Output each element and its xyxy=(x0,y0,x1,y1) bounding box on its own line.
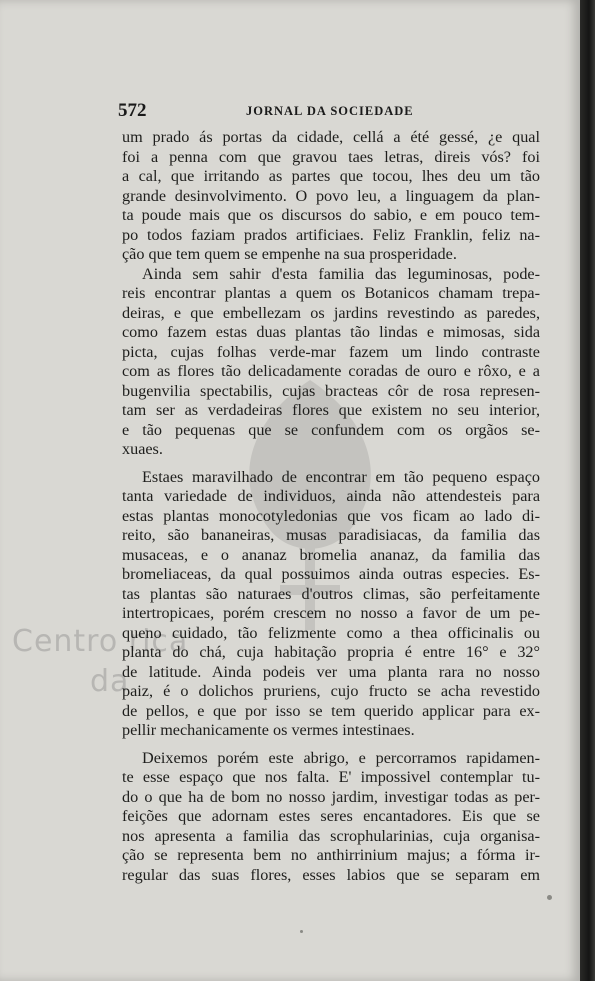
body-text xyxy=(122,128,540,885)
paper-spot xyxy=(300,930,303,933)
text-line: tanta variedade de individuos, ainda não attendesteis para xyxy=(122,487,540,505)
paragraph xyxy=(122,749,540,886)
watermark-line-1: Centro rica xyxy=(12,624,189,659)
text-line: bromeliaceas, da qual possuimos ainda outras especies. Es- xyxy=(122,565,540,583)
text-line: reis encontrar plantas a quem os Botanicos chamam trepa- xyxy=(122,284,540,302)
running-head: JORNAL DA SOCIEDADE xyxy=(246,104,414,118)
text-line: Ainda sem sahir d'esta familia das leguminosas, pode- xyxy=(142,264,540,283)
text-line: Estaes maravilhado de encontrar em tão pequeno espaço xyxy=(142,467,540,486)
paragraph xyxy=(122,128,540,265)
text-line: ção se representa bem no anthirrinium majus; a fórma ir- xyxy=(122,846,540,864)
text-line: intertropicaes, porém crescem no nosso a favor de um pe- xyxy=(122,604,540,622)
text-line: tas plantas são naturaes d'outros climas, são perfeitamente xyxy=(122,584,540,603)
page-number: 572 xyxy=(118,100,147,121)
text-line: ção que tem quem se empenhe na sua prosperidade. xyxy=(122,245,457,263)
text-line: pellir mechanicamente os vermes intestinaes. xyxy=(122,721,415,739)
paper-spot xyxy=(547,895,552,900)
text-line: foi a penna com que gravou taes letras, direis vós? foi xyxy=(122,147,540,166)
text-line: como fazem estas duas plantas tão lindas e mimosas, sida xyxy=(122,323,540,341)
text-line: tam ser as verdadeiras flores que existem no seu interior, xyxy=(122,401,540,419)
paragraph xyxy=(122,265,540,460)
text-line: ta poude mais que os discursos do sabio, e em pouco tem- xyxy=(122,206,540,224)
text-line: um prado ás portas da cidade, cellá a été gessé, ¿e qual xyxy=(122,128,540,146)
text-line: de latitude. Ainda podeis ver uma planta rara no nosso xyxy=(122,662,540,681)
text-line: do o que ha de bom no nosso jardim, investigar todas as per- xyxy=(122,787,540,806)
text-line: bugenvilia spectabilis, cujas bracteas côr de rosa represen- xyxy=(122,381,540,400)
paragraph xyxy=(122,468,540,741)
text-line: Deixemos porém este abrigo, e percorramos rapidamen- xyxy=(142,748,540,767)
page-header xyxy=(118,100,540,124)
text-line: de pellos, e que por isso se tem querido applicar para ex- xyxy=(122,701,540,720)
text-line: po todos faziam prados artificiaes. Feliz Franklin, feliz na- xyxy=(122,225,540,244)
text-line: musaceas, e o ananaz bromelia ananaz, da familia das xyxy=(122,545,540,564)
text-line: nos apresenta a familia das scrophularinias, cuja organisa- xyxy=(122,826,540,845)
text-line: deiras, e que embellezam os jardins revestindo as paredes, xyxy=(122,303,540,322)
text-line: a cal, que irritando as partes que tocou, lhes deu um tão xyxy=(122,167,540,185)
text-line: planta do chá, cuja habitação propria é entre 16° e 32° xyxy=(122,643,540,661)
text-line: xuaes. xyxy=(122,440,163,458)
book-spine xyxy=(580,0,595,981)
text-line: com as flores tão delicadamente coradas de ouro e rôxo, e a xyxy=(122,362,540,380)
text-line: paiz, é o dolichos pruriens, cujo fructo se acha revestido xyxy=(122,682,540,700)
watermark-line-2: da xyxy=(90,664,130,699)
text-line: picta, cujas folhas verde-mar fazem um lindo contraste xyxy=(122,342,540,361)
text-line: te esse espaço que nos falta. E' impossivel contemplar tu- xyxy=(122,768,540,786)
text-line: grande desinvolvimento. O povo leu, a linguagem da plan- xyxy=(122,186,540,205)
text-line: e tão pequenas que se confundem com os orgãos se- xyxy=(122,420,540,439)
text-line: feições que adornam estes seres encantadores. Eis que se xyxy=(122,807,540,825)
text-line: regular das suas flores, esses labios que se separam em xyxy=(122,865,540,884)
text-line: estas plantas monocotyledonias que vos ficam ao lado di- xyxy=(122,506,540,525)
text-line: queno cuidado, tão felizmente como a thea officinalis ou xyxy=(122,623,540,642)
text-line: reito, são bananeiras, musas paradisiacas, da familia das xyxy=(122,526,540,544)
